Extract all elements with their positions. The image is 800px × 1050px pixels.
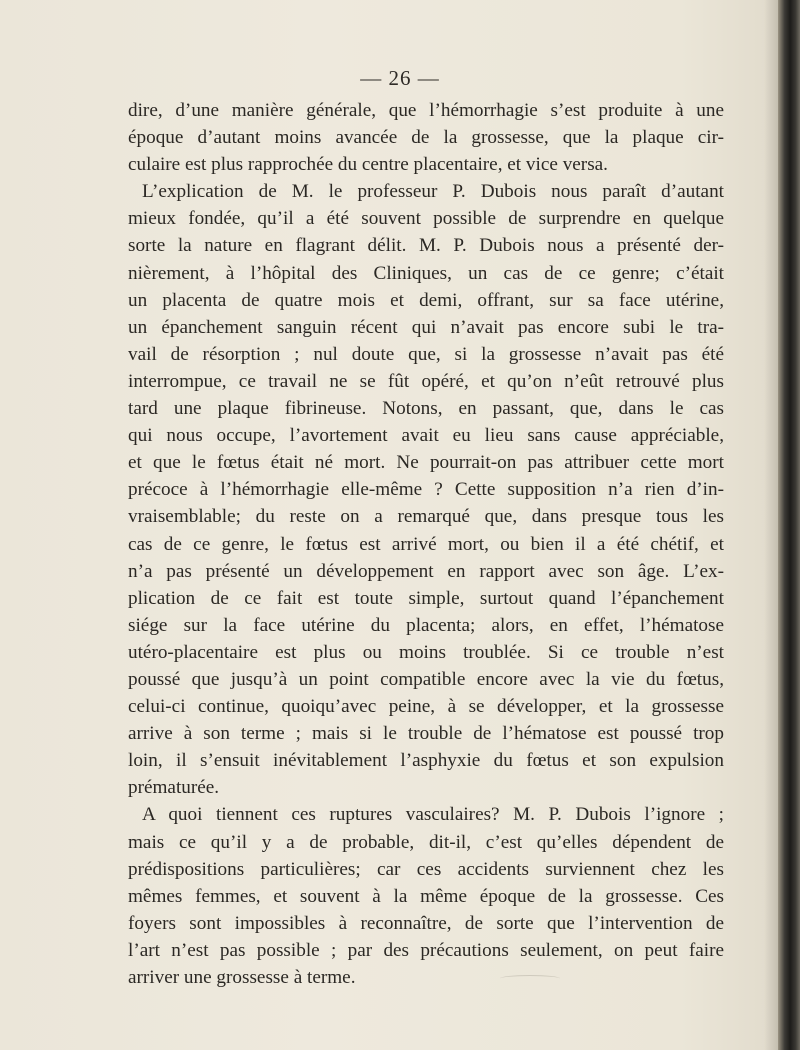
- text-line: culaire est plus rapprochée du centre placentaire, et vice versa.: [128, 154, 608, 176]
- text-line: tard une plaque fibrineuse. Notons, en passant, que, dans le cas: [128, 398, 724, 420]
- text-line: dire, d’une manière générale, que l’hémorrhagie s’est produite à une: [128, 100, 724, 121]
- text-line: plication de ce fait est toute simple, surtout quand l’épanchement: [128, 587, 724, 609]
- text-line: mais ce qu’il y a de probable, dit-il, c’est qu’elles dépendent de: [128, 831, 724, 853]
- text-line: prématurée.: [128, 777, 220, 799]
- text-line: celui-ci continue, quoiqu’avec peine, à se développer, et la grossesse: [128, 696, 724, 718]
- text-line: L’explication de M. le professeur P. Dubois nous paraît d’autant: [142, 181, 724, 203]
- text-line: interrompue, ce travail ne se fût opéré, et qu’on n’eût retrouvé plus: [128, 370, 724, 392]
- text-line: l’art n’est pas possible ; par des précautions seulement, on peut faire: [128, 939, 724, 961]
- text-line: foyers sont impossibles à reconnaître, de sorte que l’intervention de: [128, 912, 724, 934]
- text-line: arriver une grossesse à terme.: [128, 967, 356, 988]
- binding-shadow: [764, 0, 778, 1050]
- text-line: qui nous occupe, l’avortement avait eu lieu sans cause appréciable,: [128, 425, 724, 447]
- book-binding-edge: [778, 0, 800, 1050]
- text-line: sorte la nature en flagrant délit. M. P. Dubois nous a présenté der-: [128, 235, 724, 257]
- text-line: A quoi tiennent ces ruptures vasculaires? M. P. Dubois l’ignore ;: [142, 804, 724, 826]
- text-line: siége sur la face utérine du placenta; alors, en effet, l’hématose: [128, 614, 724, 636]
- text-line: utéro-placentaire est plus ou moins troublée. Si ce trouble n’est: [128, 641, 724, 663]
- text-line: loin, il s’ensuit inévitablement l’asphyxie du fœtus et son expulsion: [128, 750, 724, 772]
- text-line: cas de ce genre, le fœtus est arrivé mort, ou bien il a été chétif, et: [128, 533, 724, 555]
- text-line: et que le fœtus était né mort. Ne pourrait-on pas attribuer cette mort: [128, 452, 724, 474]
- text-line: arrive à son terme ; mais si le trouble de l’hématose est poussé trop: [128, 723, 724, 745]
- text-line: un placenta de quatre mois et demi, offrant, sur sa face utérine,: [128, 289, 724, 311]
- text-line: mieux fondée, qu’il a été souvent possible de surprendre en quelque: [128, 208, 724, 230]
- text-line: un épanchement sanguin récent qui n’avait pas encore subi le tra-: [128, 316, 724, 338]
- text-line: poussé que jusqu’à un point compatible encore avec la vie du fœtus,: [128, 668, 724, 690]
- text-line: mêmes femmes, et souvent à la même époque de la grossesse. Ces: [128, 885, 724, 907]
- text-line: époque d’autant moins avancée de la grossesse, que la plaque cir-: [128, 127, 724, 149]
- body-text: [128, 97, 724, 991]
- paper-blemish: [500, 975, 560, 982]
- page-number: — 26 —: [360, 66, 440, 90]
- text-line: vail de résorption ; nul doute que, si la grossesse n’avait pas été: [128, 343, 724, 365]
- text-line: précoce à l’hémorrhagie elle-même ? Cette supposition n’a rien d’in-: [128, 479, 724, 501]
- text-line: prédispositions particulières; car ces accidents surviennent chez les: [128, 858, 724, 880]
- text-line: n’a pas présenté un développement en rapport avec son âge. L’ex-: [128, 560, 724, 582]
- text-line: nièrement, à l’hôpital des Cliniques, un cas de ce genre; c’était: [128, 262, 724, 284]
- text-line: vraisemblable; du reste on a remarqué que, dans presque tous les: [128, 506, 724, 528]
